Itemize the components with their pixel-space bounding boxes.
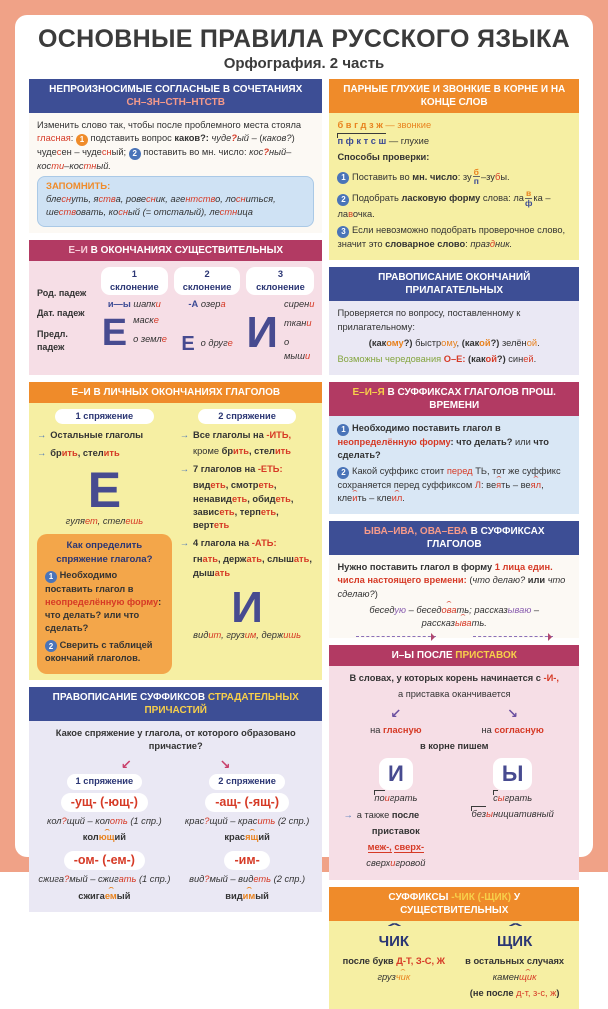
yva-iva-body [329, 555, 579, 638]
i-y-body [329, 666, 579, 879]
check-method-3: 3 Если невозможно подобрать проверочное слово, значит это словарное слово: праздник. [337, 224, 571, 251]
letter-i-cell [337, 756, 454, 873]
rule-ath-verbs: гнать, держать, слышать, дышать [193, 553, 314, 579]
bullet-arrow-icon: → [180, 463, 189, 476]
letter-i-examples: видит, грузим, держишь [180, 629, 315, 642]
rule-ath-head: 4 глагола на -АТЬ: [193, 537, 314, 550]
remember-box [37, 176, 314, 227]
conjugation-2-badge: 2 спряжение [198, 409, 297, 424]
case-label-prepositional: Предл. падеж [37, 328, 95, 354]
adjective-endings-header: ПРАВОПИСАНИЕ ОКОНЧАНИЙ ПРИЛАГАТЕЛЬНЫХ [329, 267, 579, 301]
declension-2-letter-row [174, 335, 241, 354]
columns [29, 79, 579, 1009]
bullet-arrow-icon: → [37, 447, 46, 460]
section-personal-verb-endings [29, 382, 322, 680]
rule-eth-verbs: видеть, смотреть, ненавидеть, обидеть, зависеть, терпеть, вертеть [193, 479, 314, 532]
down-right-arrow-icon: ↘ [220, 756, 231, 774]
right-column [329, 79, 579, 1009]
past-tense-step-2: 2 Какой суффикс стоит перед ТЬ, тот же суффикс сохраняется перед суффиксом Л: веˆ ять – веˆ ял, клеˆ ить – клеˆ ил. [337, 465, 571, 505]
example-tkani: ткани [284, 317, 314, 330]
letter-e-block [37, 467, 172, 528]
section-noun-endings [29, 240, 322, 375]
schik-rule: в остальных случаях [458, 955, 571, 968]
example-krasyashchiy-src: крас?щий – красить (2 спр.) [180, 815, 315, 828]
conjugation-1-item-2 [37, 447, 172, 463]
example-vidimyi-src: вид?мый – видеть (2 спр.) [180, 873, 315, 886]
declension-1-examples [133, 314, 167, 352]
declension-2-badge: 2 склонение [174, 267, 241, 295]
declension-3-letter-row [246, 298, 314, 369]
howto-box [37, 534, 172, 674]
down-right-arrow-icon: ↘ [507, 705, 518, 723]
yva-iva-rule: Нужно поставить глагол в форму 1 лица един. числа настоящего времени: (что делаю? или что сделаю?) [337, 561, 571, 601]
participle-arrows [77, 756, 274, 774]
conjugation-2-rule-1 [193, 429, 291, 461]
rule-eth-head: 7 глаголов на -ЕТЬ: [193, 463, 314, 476]
unpronounceable-header-combinations: СН–ЗН–СТН–НТСТВ [35, 96, 316, 109]
suffix-om: -ом- (-ем-) [64, 851, 145, 871]
chik-schik-header: СУФФИКСЫ -ЧИК (-ЩИК) У СУЩЕСТВИТЕЛЬНЫХ [329, 887, 579, 921]
voiceless-letters: п ф к т с ш — глухие [337, 135, 571, 148]
consonant-case: на согласную [454, 724, 571, 737]
unpronounceable-header [29, 79, 322, 113]
suffix-chik [337, 931, 450, 952]
participle-conj-2 [180, 774, 315, 905]
bullet-arrow-icon: → [37, 429, 46, 442]
suffix-schik [458, 931, 571, 952]
also-text-1: а также после [357, 809, 419, 822]
conjugation-columns [37, 409, 314, 674]
example-krasyashchiy: красˆ ящий [180, 831, 315, 844]
example-kolyushchiy-src: кол?щий – колоть (1 спр.) [37, 815, 172, 828]
case-labels [37, 267, 95, 369]
example-szhigaemyi: сжигаˆ емый [37, 890, 172, 903]
participle-conj-2-badge: 2 спряжение [209, 774, 285, 789]
case-label-dative: Дат. падеж [37, 307, 95, 320]
suffix-schik-word: ˆ ЩИК [497, 931, 532, 952]
adjective-endings-body [329, 301, 579, 375]
declension-1-genitive: и—ы шапки [101, 298, 168, 311]
prefixes-mezh-sverh: меж-, сверх- [337, 841, 454, 854]
suffix-im: -им- [224, 851, 269, 871]
example-kolyushchiy: колˆ ющий [37, 831, 172, 844]
participle-conj-1-badge: 1 спряжение [67, 774, 143, 789]
i-y-arrows [337, 705, 571, 723]
rule-ith-body: кроме брить, стелить [193, 445, 291, 458]
conjugation-1-badge: 1 спряжение [55, 409, 154, 424]
yva-iva-header: ЫВА–ИВА, ОВА–ЕВА В СУФФИКСАХ ГЛАГОЛОВ [329, 521, 579, 555]
adjective-alternation: Возможны чередования О–Е: (какой?) синей. [337, 353, 571, 366]
letter-y-cell [454, 756, 571, 873]
letter-e-big: Е [88, 467, 121, 515]
i-y-write-in-root: в корне пишем [337, 740, 571, 753]
unpronounceable-rule-text: Изменить слово так, чтобы после проблемного места стояла гласная: 1 подставить вопрос каков?: чуде?ый – (каков?) чудесен – чудесный; 2 поставить во мн. число: кос?ный–кости–костный. [37, 119, 314, 173]
suffix-usch: -ущ- (-ющ-) [61, 793, 148, 813]
voiced-letters: б в г д з ж — звонкие [337, 119, 571, 132]
yva-iva-examples: беседую – беседˆ овать; рассказываю – рассказˆ ывать. [337, 604, 571, 630]
noun-endings-body [29, 261, 322, 375]
i-y-rule-1: В словах, у которых корень начинается с -И-, [337, 672, 571, 685]
suffix-asch: -ащ- (-ящ-) [205, 793, 289, 813]
conjugation-2-item-3 [180, 537, 315, 583]
letter-y-pill: Ы [493, 758, 533, 789]
participle-question: Какое спряжение у глагола, от которого образовано причастие? [37, 727, 314, 753]
section-chik-schik-suffixes [329, 887, 579, 1009]
participle-header: ПРАВОПИСАНИЕ СУФФИКСОВ СТРАДАТЕЛЬНЫХ ПРИЧАСТИЙ [29, 687, 322, 721]
example-sygrat: сыграть [454, 792, 571, 805]
letter-i-big: И [246, 312, 278, 354]
down-left-arrow-icon: ↙ [121, 756, 132, 774]
vowel-case: на гласную [337, 724, 454, 737]
example-poigrat: поиграть [337, 792, 454, 805]
also-item [343, 809, 454, 825]
example-kamenschik: каменˆ щик [458, 971, 571, 984]
declension-1-letter-row [101, 314, 168, 352]
chik-rule: после букв Д-Т, З-С, Ж [337, 955, 450, 968]
case-label-genitive: Род. падеж [37, 287, 95, 300]
poster-inner [15, 15, 593, 857]
declension-3-badge: 3 склонение [246, 267, 314, 295]
page-title: ОСНОВНЫЕ ПРАВИЛА РУССКОГО ЯЗЫКА [29, 25, 579, 54]
paired-consonants-header: ПАРНЫЕ ГЛУХИЕ И ЗВОНКИЕ В КОРНЕ И НА КОНЦЕ СЛОВ [329, 79, 579, 113]
letter-e-small: Е [181, 335, 194, 354]
example-o-druge: о друге [201, 337, 233, 350]
section-past-tense-verb-suffixes [329, 382, 579, 514]
page-subtitle: Орфография. 2 часть [29, 55, 579, 72]
suffix-chik-word: ˆ ЧИК [379, 931, 409, 952]
i-y-cases [337, 724, 571, 740]
conjugation-1-item-1 [37, 429, 172, 445]
conjugation-1-rule-2: брить, стелить [50, 447, 119, 460]
example-maske: маске [133, 314, 167, 327]
example-o-zemle: о земле [133, 333, 167, 346]
declension-3-examples [284, 298, 314, 369]
i-y-letter-row [337, 756, 571, 873]
section-participle-suffixes [29, 687, 322, 912]
unpronounceable-body [29, 113, 322, 233]
chik-column [337, 927, 450, 1004]
chik-schik-columns [337, 927, 571, 1004]
conjugation-2-item-2 [180, 463, 315, 535]
check-method-2: 2 Подобрать ласковую форму слова: ла $\frac{в}{ф}$ ка – лавочка. [337, 189, 571, 221]
example-sireni: сирени [284, 298, 314, 311]
example-szhigaemyi-src: сжига?мый – сжигать (1 спр.) [37, 873, 172, 886]
personal-endings-body [29, 403, 322, 680]
declension-2-column [174, 267, 241, 369]
letter-e-examples: гуляет, стелешь [37, 515, 172, 528]
bullet-arrow-icon: → [180, 429, 189, 442]
adjective-examples: (какому?) быстрому, (какой?) зелёной. [337, 337, 571, 350]
i-y-rule-2: а приставка оканчивается [337, 688, 571, 701]
conjugation-1-column [37, 409, 172, 674]
section-paired-consonants [329, 79, 579, 260]
declension-2-genitive: -А озера [174, 298, 241, 311]
noun-endings-header: Е–И В ОКОНЧАНИЯХ СУЩЕСТВИТЕЛЬНЫХ [29, 240, 322, 261]
rule-ith-head: Все глаголы на -ИТЬ, [193, 429, 291, 442]
letter-i-block [180, 587, 315, 642]
remember-words: блеснуть, яства, ровесник, агентство, лосниться, шествовать, косный (= отсталый), лестница [46, 193, 305, 219]
section-i-y-after-prefixes [329, 645, 579, 879]
conjugation-1-rule-1: Остальные глаголы [50, 429, 143, 442]
bullet-arrow-icon: → [180, 537, 189, 550]
schik-note: (не после д-т, з-с, ж) [458, 987, 571, 1000]
declension-1-column [101, 267, 168, 369]
participle-conj-1 [37, 774, 172, 905]
example-gruzchik: грузˆ чик [337, 971, 450, 984]
unpronounceable-header-line1: НЕПРОИЗНОСИМЫЕ СОГЛАСНЫЕ В СОЧЕТАНИЯХ [35, 83, 316, 96]
example-bezynitsiativnyi: безынициативный [454, 808, 571, 821]
section-yva-iva-verb-suffixes [329, 521, 579, 638]
past-tense-body [329, 416, 579, 514]
left-column [29, 79, 322, 912]
adjective-rule: Проверяется по вопросу, поставленному к прилагательному: [337, 307, 571, 333]
conjugation-2-item-1 [180, 429, 315, 461]
chik-schik-body [329, 921, 579, 1009]
howto-step-2: 2 Сверить с таблицей окончаний глаголов. [45, 639, 164, 666]
check-method-1: 1 Поставить во мн. число: зу $\frac{б}{п}$ –зубы. [337, 168, 571, 187]
bullet-arrow-icon: → [343, 809, 352, 822]
dashed-arrows [337, 631, 571, 632]
dashed-arrow [356, 636, 436, 637]
letter-i-big: И [231, 587, 263, 629]
i-y-header: И–Ы ПОСЛЕ ПРИСТАВОК [329, 645, 579, 666]
schik-column [458, 927, 571, 1004]
conjugation-2-rule-2 [193, 463, 314, 535]
dashed-arrow [473, 636, 553, 637]
past-tense-step-1: 1 Необходимо поставить глагол в неопределённую форму: что делать? или что сделать? [337, 422, 571, 462]
paired-consonants-body [329, 113, 579, 260]
example-sverhigrovoy: сверхигровой [337, 857, 454, 870]
remember-title: ЗАПОМНИТЬ: [46, 181, 110, 192]
past-tense-header: Е–И–Я В СУФФИКСАХ ГЛАГОЛОВ ПРОШ. ВРЕМЕНИ [329, 382, 579, 416]
section-adjective-endings [329, 267, 579, 375]
declension-3-column [246, 267, 314, 369]
check-methods-title: Способы проверки: [337, 151, 571, 164]
howto-step-1: 1 Необходимо поставить глагол в неопределённую форму: что делать? или что сделать? [45, 569, 164, 635]
howto-title: Как определить спряжение глагола? [45, 539, 164, 566]
participle-columns [37, 774, 314, 905]
section-unpronounceable-consonants [29, 79, 322, 233]
conjugation-2-rule-3 [193, 537, 314, 583]
letter-i-pill: И [379, 758, 413, 789]
letter-e-big: Е [102, 315, 127, 351]
also-after-prefixes [337, 809, 454, 871]
conjugation-2-column [180, 409, 315, 674]
also-text-2: приставок [337, 825, 454, 838]
participle-body [29, 721, 322, 912]
declension-1-badge: 1 склонение [101, 267, 168, 295]
example-vidimyi: видˆ имый [180, 890, 315, 903]
down-left-arrow-icon: ↙ [390, 705, 401, 723]
example-o-myshi: о мыши [284, 336, 314, 362]
personal-endings-header: Е–И В ЛИЧНЫХ ОКОНЧАНИЯХ ГЛАГОЛОВ [29, 382, 322, 403]
